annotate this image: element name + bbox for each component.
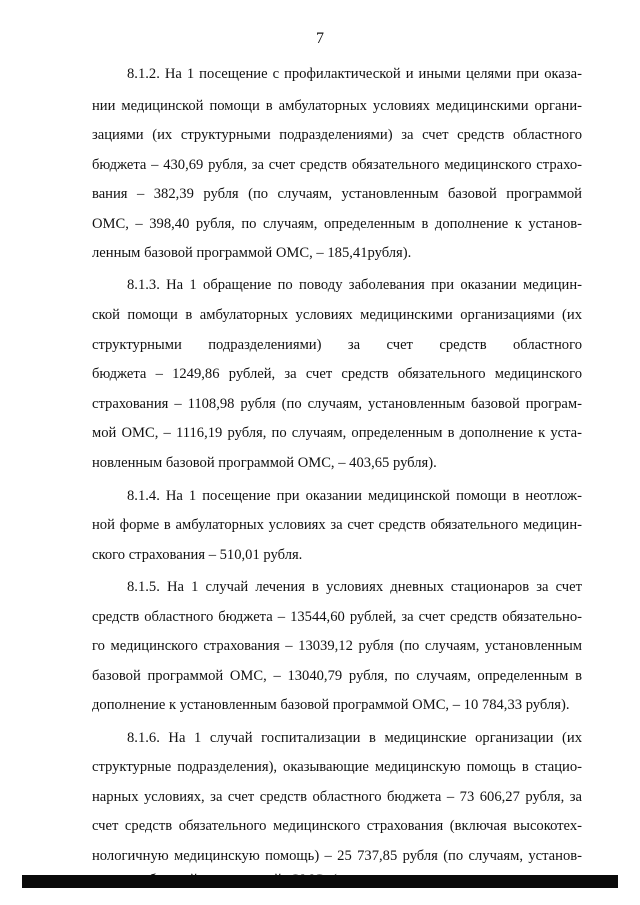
text-line: структурными подразделениями) за счет средств областного: [92, 337, 582, 353]
text-line: го медицинского страхования – 13039,12 рубля (по случаям, установленным: [92, 638, 582, 654]
text-line: ленным базовой программой ОМС, – 185,41рубля).: [92, 245, 412, 261]
text-line: бюджета – 1249,86 рублей, за счет средств обязательного медицинского: [92, 366, 582, 382]
text-line: 8.1.3. На 1 обращение по поводу заболевания при оказании медицин-: [127, 277, 582, 293]
text-line: мой ОМС, – 1116,19 рубля, по случаям, определенным в дополнение к уста-: [92, 425, 582, 441]
text-line: нологичную медицинскую помощь) – 25 737,85 рубля (по случаям, установ-: [92, 848, 582, 864]
text-line: бюджета – 430,69 рубля, за счет средств обязательного медицинского страхо-: [92, 157, 582, 173]
page-number: 7: [316, 30, 324, 47]
text-line: счет средств обязательного медицинского страхования (включая высокотех-: [92, 818, 582, 834]
text-line: ского страхования – 510,01 рубля.: [92, 547, 303, 563]
scan-edge-bar: [22, 875, 618, 888]
text-line: дополнение к установленным базовой программой ОМС, – 10 784,33 рубля).: [92, 697, 570, 713]
text-line: 8.1.4. На 1 посещение при оказании медицинской помощи в неотлож-: [127, 488, 582, 504]
text-line: вания – 382,39 рубля (по случаям, установленным базовой программой: [92, 186, 582, 202]
text-line: 8.1.2. На 1 посещение с профилактической и иными целями при оказа-: [127, 66, 582, 82]
text-line: ской помощи в амбулаторных условиях медицинскими организациями (их: [92, 307, 582, 323]
text-line: средств областного бюджета – 13544,60 рублей, за счет средств обязательно-: [92, 609, 582, 625]
text-line: страхования – 1108,98 рубля (по случаям, установленным базовой програм-: [92, 396, 582, 412]
text-line: 8.1.6. На 1 случай госпитализации в медицинские организации (их: [127, 730, 582, 746]
text-line: 8.1.5. На 1 случай лечения в условиях дневных стационаров за счет: [127, 579, 582, 595]
text-line: базовой программой ОМС, – 13040,79 рубля, по случаям, определенным в: [92, 668, 582, 684]
text-line: нарных условиях, за счет средств областного бюджета – 73 606,27 рубля, за: [92, 789, 582, 805]
text-line: новленным базовой программой ОМС, – 403,65 рубля).: [92, 455, 437, 471]
text-line: зациями (их структурными подразделениями) за счет средств областного: [92, 127, 582, 143]
text-line: ной форме в амбулаторных условиях за счет средств обязательного медицин-: [92, 517, 582, 533]
text-line: нии медицинской помощи в амбулаторных условиях медицинскими органи-: [92, 98, 582, 114]
text-line: структурные подразделения), оказывающие медицинскую помощь в стацио-: [92, 759, 582, 775]
text-line: ОМС, – 398,40 рубля, по случаям, определенным в дополнение к установ-: [92, 216, 582, 232]
